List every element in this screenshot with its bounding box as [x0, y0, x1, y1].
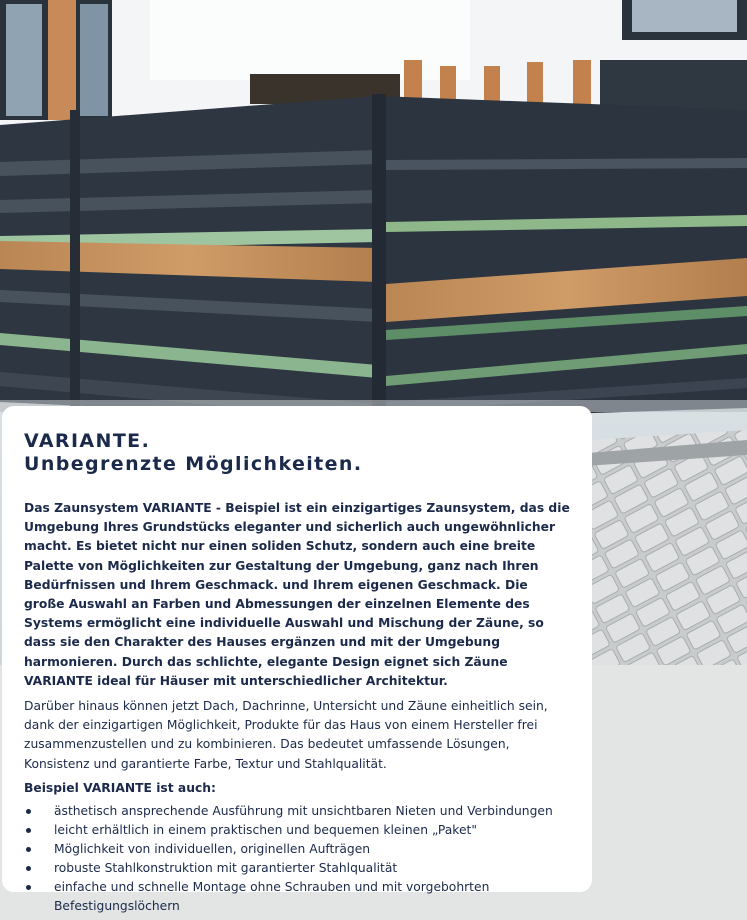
list-item — [24, 859, 570, 878]
title-line-2: Unbegrenzte Möglichkeiten. — [24, 453, 363, 475]
features-list — [24, 802, 570, 916]
fence-right-panel — [378, 96, 747, 420]
list-item — [24, 878, 570, 916]
body-paragraph: Darüber hinaus können jetzt Dach, Dachrinne, Untersicht und Zäune einheitlich sein, dank der einzigartigen Möglichkeit, Produkte für das Haus von einem Hersteller frei zusammenzustellen und zu kombinieren. Das bedeutet umfassende Lösungen, Konsistenz und garantierte Farbe, Textur und Stahlqualität. — [24, 699, 548, 771]
feature-text: robuste Stahlkonstruktion mit garantierter Stahlqualität — [54, 861, 398, 876]
bullet-icon — [26, 828, 31, 833]
house-window — [6, 4, 42, 116]
intro-paragraph: Das Zaunsystem VARIANTE - Beispiel ist ein einzigartiges Zaunsystem, das die Umgebung Ihres Grundstücks eleganter und sicherlich auch ungewöhnlicher macht. Es bietet nicht nur einen soliden Schutz, sondern auch eine breite Palette von Möglichkeiten zur Gestaltung der Umgebung, ganz nach Ihren Bedürfnissen und Ihrem Geschmack. und Ihrem eigenen Geschmack. Die große Auswahl an Farben und Abmessungen der einzelnen Elemente des Systems ermöglicht eine individuelle Auswahl und Mischung der Zäune, so dass sie den Charakter des Hauses ergänzen und mit der Umgebung harmonieren. Durch das schlichte, elegante Design eignet sich Zäune VARIANTE ideal für Häuser mit unterschiedlicher Architektur. — [24, 501, 570, 688]
list-item — [24, 802, 570, 821]
page-title — [24, 430, 570, 476]
list-item — [24, 821, 570, 840]
house-wood-column — [48, 0, 76, 120]
feature-text: ästhetisch ansprechende Ausführung mit unsichtbaren Nieten und Verbindungen — [54, 804, 553, 819]
feature-text: Möglichkeit von individuellen, originellen Aufträgen — [54, 842, 371, 857]
feature-text: leicht erhältlich in einem praktischen und bequemen kleinen „Paket" — [54, 823, 478, 838]
house-upper-glass — [632, 0, 737, 32]
bullet-icon — [26, 847, 31, 852]
fence-post — [70, 110, 80, 410]
info-card — [2, 406, 592, 914]
fence-corner-post — [372, 94, 386, 424]
bullet-icon — [26, 866, 31, 871]
paving — [592, 430, 747, 665]
list-item — [24, 840, 570, 859]
bullet-icon — [26, 885, 31, 890]
bullet-icon — [26, 809, 31, 814]
house-window — [80, 4, 108, 116]
feature-text: einfache und schnelle Montage ohne Schrauben und mit vorgebohrten Befestigungslöchern — [54, 880, 490, 914]
title-line-1: VARIANTE. — [24, 430, 151, 452]
features-heading: Beispiel VARIANTE ist auch: — [24, 780, 216, 795]
